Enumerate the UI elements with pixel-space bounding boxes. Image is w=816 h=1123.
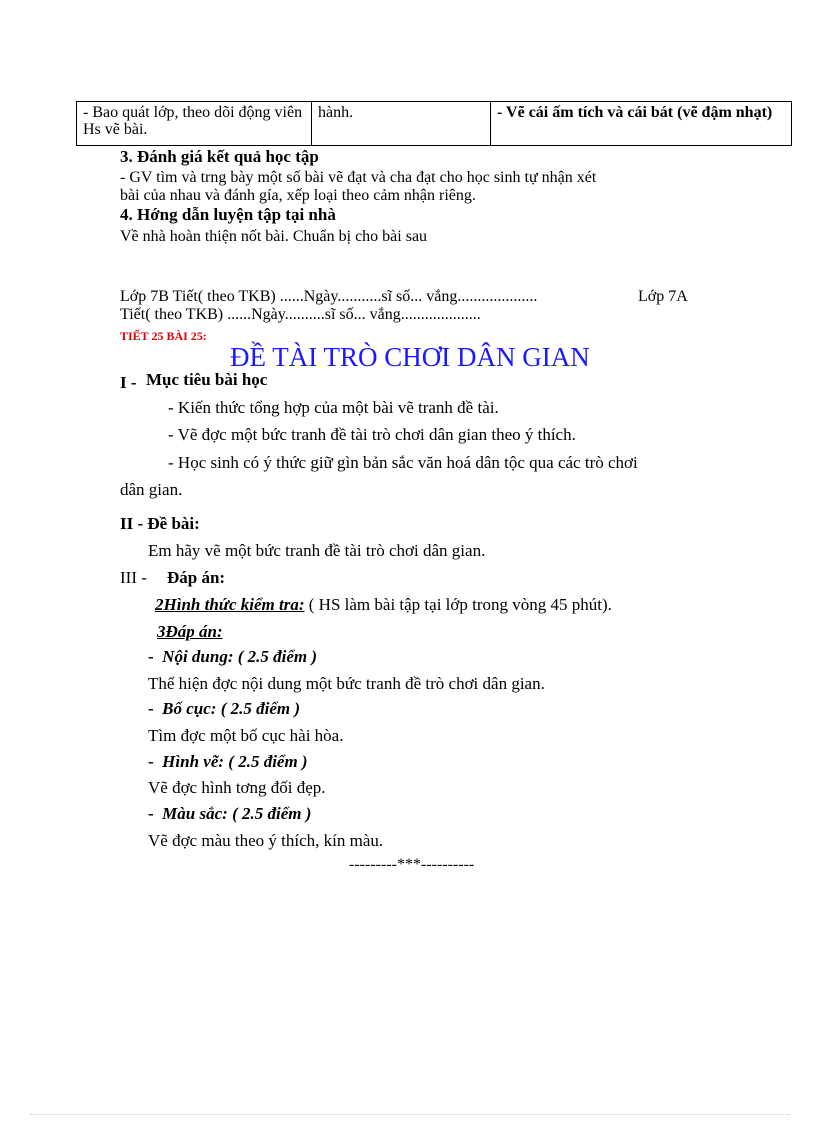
- table-cell-student: hành.: [312, 102, 491, 146]
- form-text: ( HS làm bài tập tại lớp trong vòng 45 phút).: [304, 595, 612, 614]
- form-line: [155, 595, 612, 615]
- part2-heading: II - Đề bài:: [120, 514, 200, 533]
- criterion-3-label: - Hình vẽ: ( 2.5 điểm ): [148, 752, 308, 771]
- criterion-3-text: Vẽ đợc hình tơng đối đẹp.: [148, 778, 326, 797]
- objective-item-3: - Học sinh có ý thức giữ gìn bản sắc văn hoá dân tộc qua các trò chơi: [168, 453, 638, 472]
- page-title: ĐỀ TÀI TRÒ CHƠI DÂN GIAN: [230, 342, 590, 372]
- part1-numeral: I -: [120, 373, 137, 392]
- objective-item-1: - Kiến thức tổng hợp của một bài vẽ tranh đề tài.: [168, 398, 499, 417]
- criterion-4-text: Vẽ đợc màu theo ý thích, kín màu.: [148, 831, 384, 850]
- end-mark: ---------***----------: [349, 856, 475, 873]
- activity-table: [76, 101, 792, 146]
- part2-text: Em hãy vẽ một bức tranh đề tài trò chơi dân gian.: [148, 541, 486, 560]
- objective-item-2: - Vẽ đợc một bức tranh đề tài trò chơi dân gian theo ý thích.: [168, 425, 576, 444]
- table-row: [77, 102, 792, 146]
- lesson-label: TIẾT 25 BÀI 25:: [120, 329, 207, 343]
- criterion-1-text: Thể hiện đợc nội dung một bức tranh đề trò chơi dân gian.: [148, 674, 545, 693]
- criterion-1-label: - Nội dung: ( 2.5 điểm ): [148, 647, 318, 666]
- part1-heading: Mục tiêu bài học: [146, 370, 268, 389]
- part3-numeral: III -: [120, 568, 147, 587]
- class-info-line1: Lớp 7B Tiết( theo TKB) ......Ngày...........sĩ số... vắng....................: [120, 288, 538, 305]
- class-info-right: Lớp 7A: [638, 288, 688, 305]
- criterion-4-label: - Màu sắc: ( 2.5 điểm ): [148, 804, 312, 823]
- criterion-2-text: Tìm đợc một bố cục hài hòa.: [148, 726, 344, 745]
- section3-line2: bài của nhau và đánh gía, xếp loại theo cảm nhận riêng.: [120, 187, 476, 204]
- page-bottom-divider: [30, 1114, 790, 1115]
- section3-heading: 3. Đánh giá kết quả học tập: [120, 147, 319, 166]
- form-label: 2Hình thức kiểm tra:: [155, 595, 305, 614]
- table-cell-content: - Vẽ cái ấm tích và cái bát (vẽ đậm nhạt): [491, 102, 792, 146]
- answer-label: 3Đáp án:: [157, 622, 223, 641]
- class-info-line2: Tiết( theo TKB) ......Ngày..........sĩ số... vắng....................: [120, 306, 481, 323]
- section3-line1: - GV tìm và trng bày một số bài vẽ đạt và cha đạt cho học sinh tự nhận xét: [120, 169, 597, 186]
- table-cell-teacher: - Bao quát lớp, theo dõi động viên Hs vẽ bài.: [77, 102, 312, 146]
- criterion-2-label: - Bố cục: ( 2.5 điểm ): [148, 699, 301, 718]
- part3-heading: Đáp án:: [167, 568, 226, 587]
- objective-item-3-cont: dân gian.: [120, 480, 183, 499]
- section4-heading: 4. Hớng dẫn luyện tập tại nhà: [120, 205, 336, 224]
- section4-line1: Về nhà hoàn thiện nốt bài. Chuẩn bị cho bài sau: [120, 228, 428, 245]
